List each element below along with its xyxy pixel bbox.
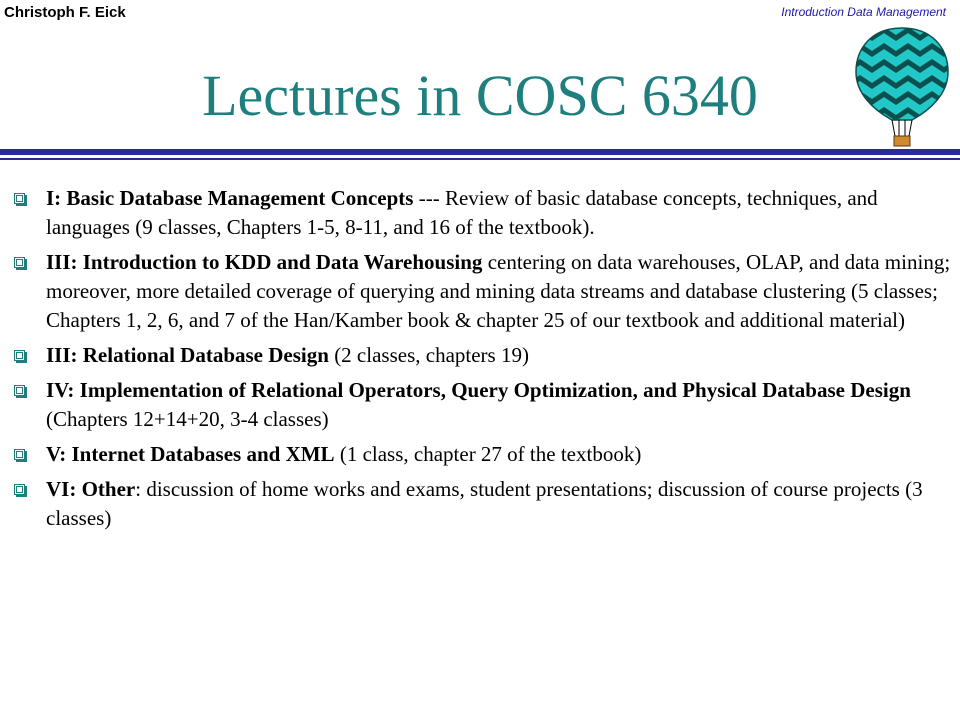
square-bullet-icon	[14, 449, 25, 460]
square-bullet-icon	[14, 385, 25, 396]
square-bullet-icon	[14, 350, 25, 361]
lecture-description: (1 class, chapter 27 of the textbook)	[334, 442, 642, 466]
course-header: Introduction Data Management	[781, 5, 946, 19]
lecture-item	[14, 376, 954, 434]
author-name: Christoph F. Eick	[4, 4, 126, 21]
lecture-topic: I: Basic Database Management Concepts	[46, 186, 414, 210]
lecture-description: --- Review of basic database concepts, techniques, and languages (9 classes, Chapters 1-5, 8-11, and 16 of the textbook).	[46, 186, 878, 239]
lecture-item	[14, 440, 954, 469]
slide-title: Lectures in COSC 6340	[202, 63, 758, 128]
title-divider	[0, 149, 960, 155]
lecture-description: centering on data warehouses, OLAP, and data mining; moreover, more detailed coverage of querying and mining data streams and database clustering (5 classes; Chapters 1, 2, 6, and 7 of the Han/Kamber book & chapter 25 of our textbook and additional material)	[46, 250, 951, 332]
lecture-list	[14, 184, 954, 539]
lecture-topic: V: Internet Databases and XML	[46, 442, 335, 466]
square-bullet-icon	[14, 193, 25, 204]
title-divider-thin	[0, 158, 960, 160]
square-bullet-icon	[14, 257, 25, 268]
lecture-topic: III: Introduction to KDD and Data Warehousing	[46, 250, 483, 274]
lecture-item	[14, 475, 954, 533]
lecture-item	[14, 184, 954, 242]
lecture-description: (2 classes, chapters 19)	[328, 343, 529, 367]
lecture-description: : discussion of home works and exams, student presentations; discussion of course projects (3 classes)	[46, 477, 923, 530]
lecture-item	[14, 341, 954, 370]
lecture-description: (Chapters 12+14+20, 3-4 classes)	[46, 407, 329, 431]
lecture-item	[14, 248, 954, 335]
lecture-topic: III: Relational Database Design	[46, 343, 329, 367]
square-bullet-icon	[14, 484, 25, 495]
lecture-topic: IV: Implementation of Relational Operators, Query Optimization, and Physical Database Design	[46, 378, 911, 402]
lecture-topic: VI: Other	[46, 477, 136, 501]
